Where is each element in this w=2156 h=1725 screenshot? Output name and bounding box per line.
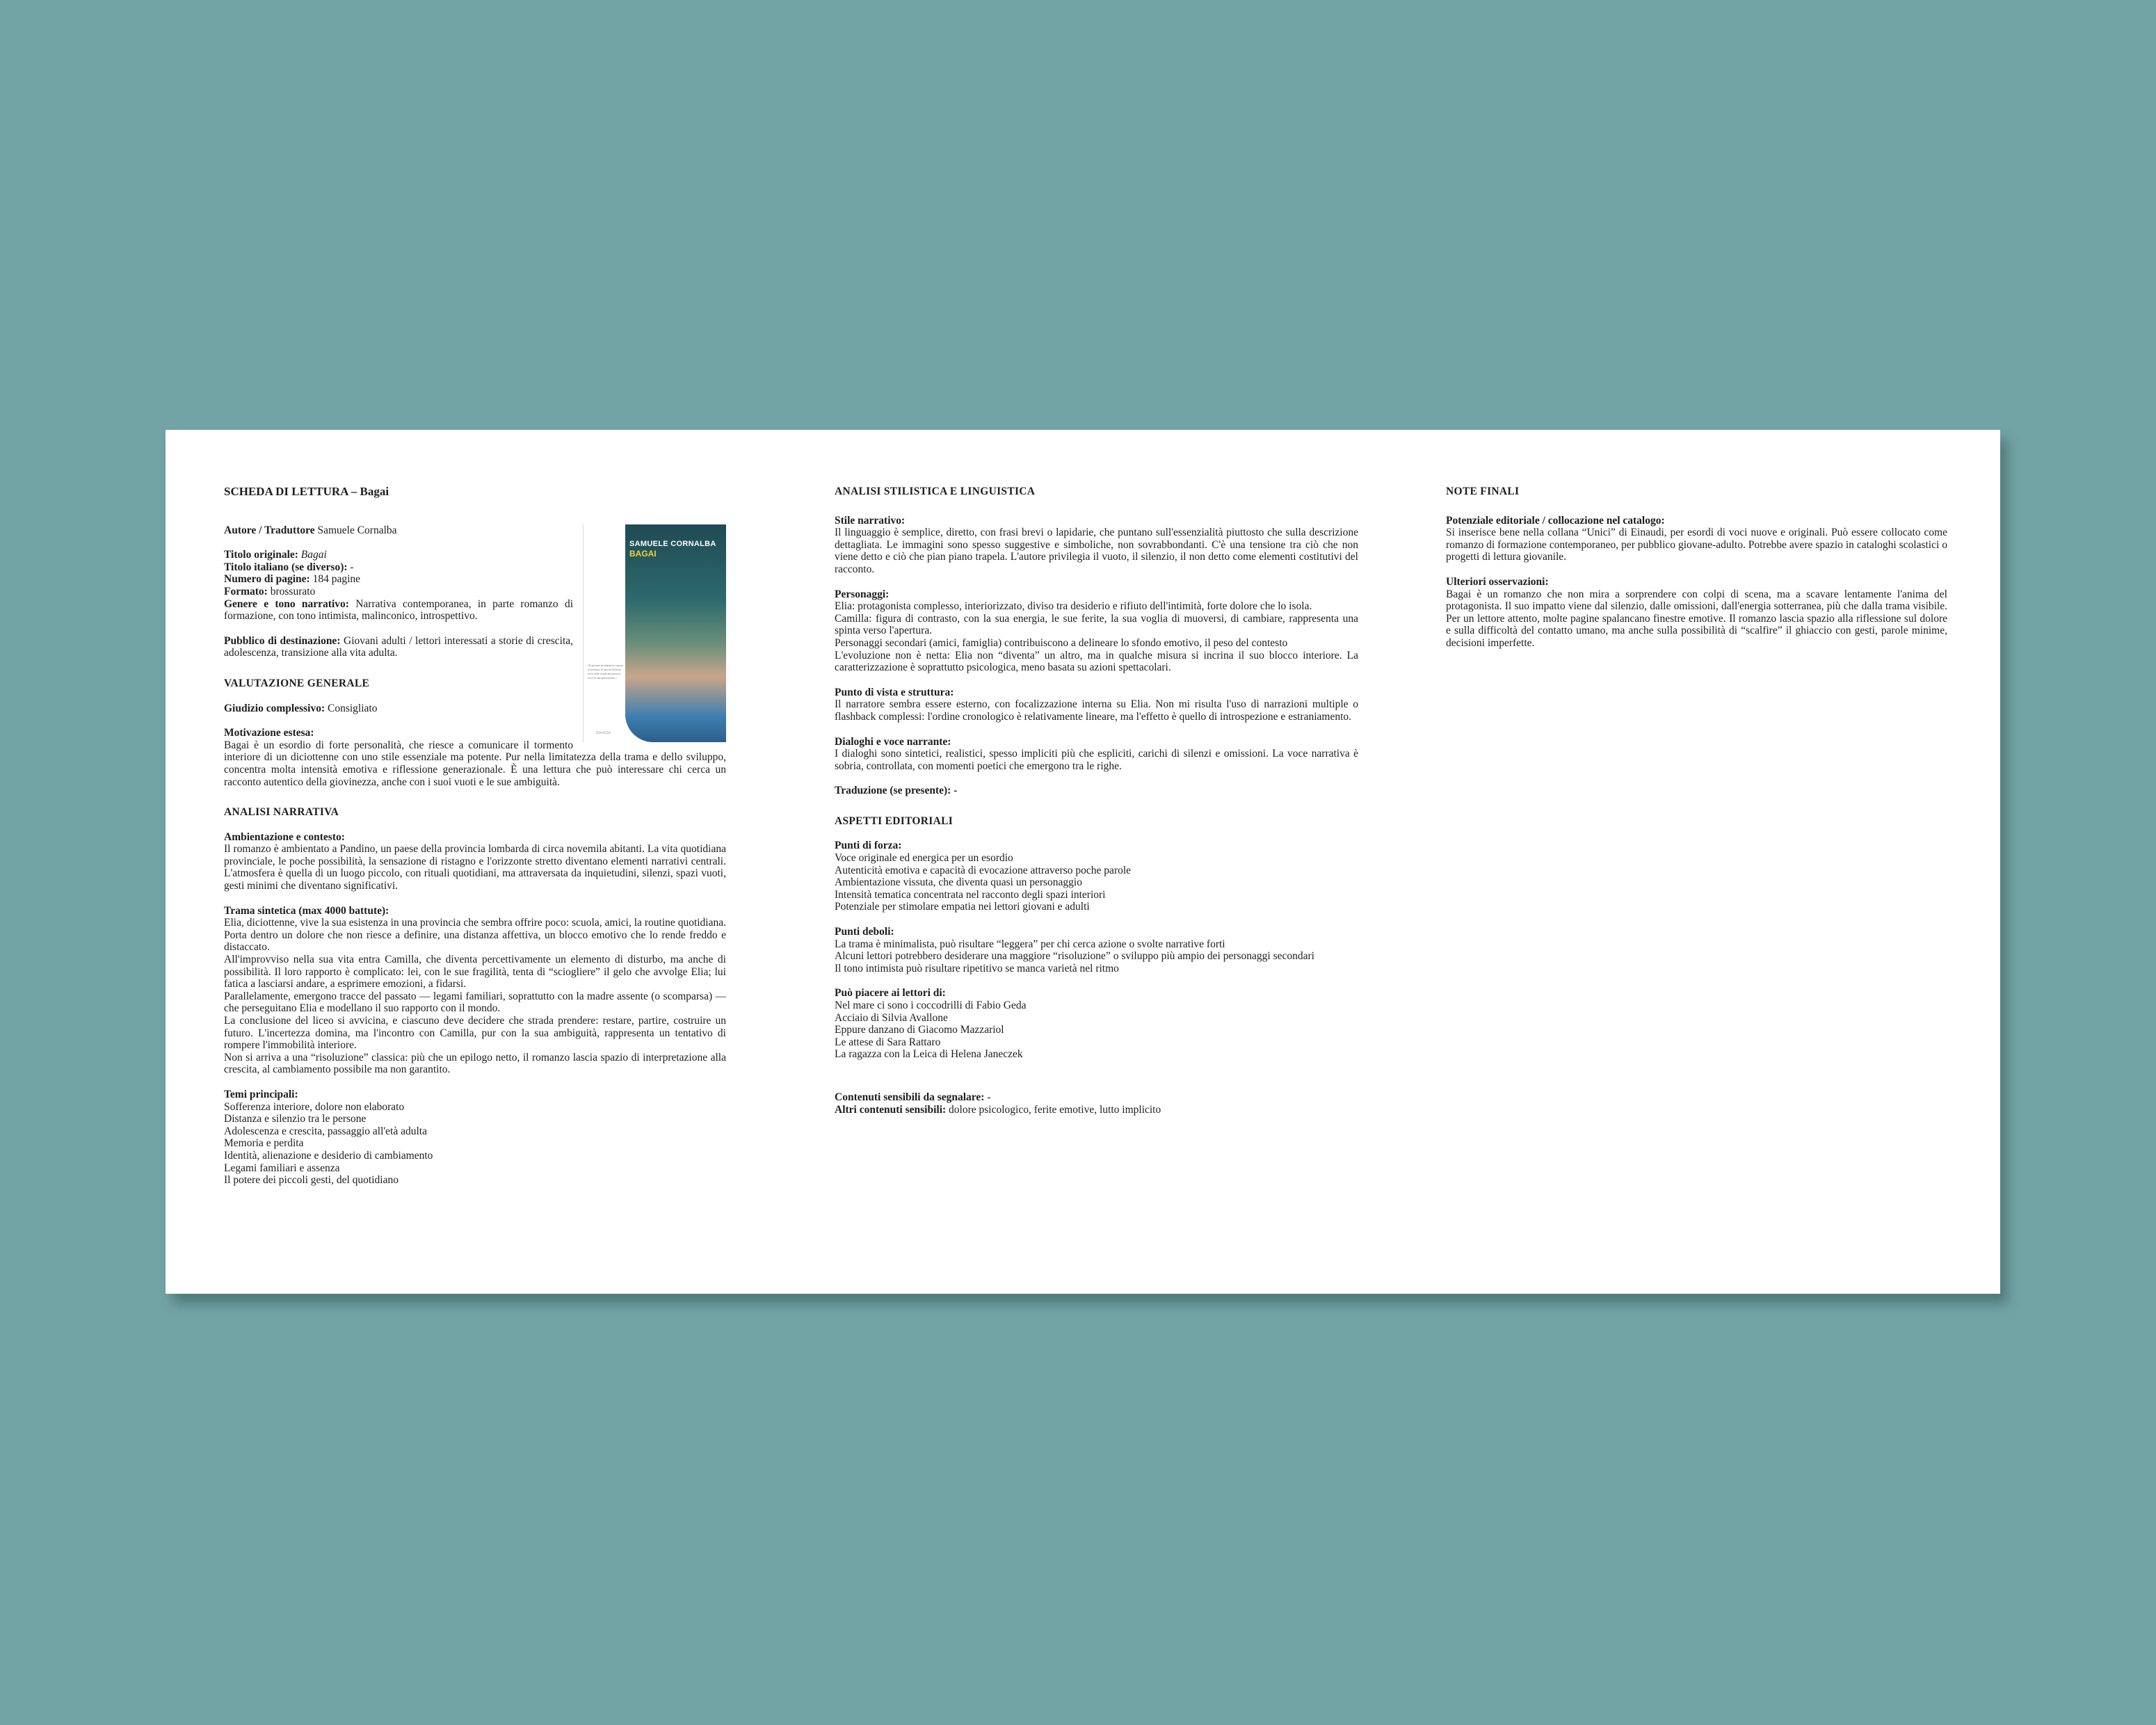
cover-author: SAMUELE CORNALBA	[629, 539, 716, 548]
book-cover	[583, 524, 726, 742]
personaggi-section: Personaggi: Elia: protagonista complesso, interiorizzato, diviso tra desiderio e rifiuto dell'intimità, forte dolore che lo isola. Camilla: figura di contrasto, con la sua energia, le sue ferite, la sua voglia di muoversi, di cambiare, rappresenta una spinta verso l'apertura. Personaggi secondari (amici, famiglia) contribuiscono a delineare lo sfondo emotivo, il peso del contesto L'evoluzione non è netta: Elia non “diventa” un altro, ma in qualche misura si incrina il suo blocco interiore. La caratterizzazione è soprattutto psicologica, meno basata su azioni spettacolari.	[835, 588, 1358, 674]
analisi-stilistica-heading: ANALISI STILISTICA E LINGUISTICA	[835, 486, 1036, 497]
giudizio-field: Giudizio complessivo: Consigliato	[224, 702, 378, 714]
list-item: Le attese di Sara Rattaro	[835, 1036, 941, 1048]
valutazione-heading: VALUTAZIONE GENERALE	[224, 677, 370, 689]
list-item: Nel mare ci sono i coccodrilli di Fabio Geda	[835, 1000, 1027, 1011]
spacer	[835, 1073, 1358, 1091]
punto-di-vista-section: Punto di vista e struttura: Il narratore sembra essere esterno, con focalizzazione interna su Elia. Non mi risulta l'uso di narrazioni multiple o flashback complessi: l'ordine cronologico è relativamente lineare, ma l'effetto è quello di introspezione e estraniamento.	[835, 686, 1358, 723]
motivazione-section: Motivazione estesa: Bagai è un esordio di forte personalità, che riesce a comunicare il tormento interiore di un diciottenne con uno stile essenziale ma potente. Pur nella limitatezza della trama e dello sviluppo, concentra molta intensità emotiva e riflessione generazionale. È una lettura che può interessare chi cerca un racconto autentico della giovinezza, anche con i suoi vuoti e le sue ambiguità.	[224, 727, 726, 788]
document-title: SCHEDA DI LETTURA – Bagai	[224, 485, 389, 498]
list-item: Potenziale per stimolare empatia nei lettori giovani e adulti	[835, 901, 1090, 913]
cover-blurb: «Il giovane protagonista espone il tormento di una età difficile, trova nelle strade del paese la voce di una generazione.»	[588, 663, 623, 680]
ambientazione-section: Ambientazione e contesto: Il romanzo è ambientato a Pandino, un paese della provincia lombarda di circa novemila abitanti. La vita quotidiana provinciale, le poche possibilità, la sensazione di ristagno e l'orizzonte stretto diventano elementi narrativi centrali. L'atmosfera è quella di un luogo piccolo, con rituali quotidiani, ma attraversata da inquietudini, silenzi, spazi vuoti, gesti minimi che diventano significativi.	[224, 831, 726, 892]
punti-deboli-section: Punti deboli: La trama è minimalista, può risultare “leggera” per chi cerca azione o svolte narrative forti Alcuni lettori potrebbero desiderare una maggiore “risoluzione” o sviluppo più ampio dei personaggi secondari Il tono intimista può risultare ripetitivo se manca varietà nel ritmo	[835, 926, 1358, 974]
traduzione-field: Traduzione (se presente): -	[835, 785, 958, 797]
list-item: Autenticità emotiva e capacità di evocazione attraverso poche parole	[835, 864, 1132, 876]
list-item: Alcuni lettori potrebbero desiderare una maggiore “risoluzione” o sviluppo più ampio dei personaggi secondari	[835, 950, 1314, 963]
cover-publisher: EINAUDI	[596, 731, 611, 735]
punti-forza-section: Punti di forza: Voce originale ed energica per un esordio Autenticità emotiva e capacità di evocazione attraverso poche parole Ambientazione vissuta, che diventa quasi un personaggio Intensità tematica concentrata nel racconto degli spazi interiori Potenziale per stimolare empatia nei lettori giovani e adulti	[835, 840, 1358, 913]
list-item: La ragazza con la Leica di Helena Janeczek	[835, 1048, 1023, 1061]
author-field: Autore / Traduttore Samuele Cornalba	[224, 524, 397, 536]
book-details: Titolo originale: Bagai Titolo italiano (se diverso): - Numero di pagine: 184 pagine Formato: brossurato Genere e tono narrativo: Narrativa contemporanea, in parte romanzo di formazione, con tono intimista, malinconico, introspettivo.	[224, 549, 573, 623]
list-item: Adolescenza e crescita, passaggio all'età adulta	[224, 1125, 427, 1137]
piacere-section: Può piacere ai lettori di: Nel mare ci sono i coccodrilli di Fabio Geda Acciaio di Silvia Avallone Eppure danzano di Giacomo Mazzariol Le attese di Sara Rattaro La ragazza con la Leica di Helena Janeczek	[835, 987, 1358, 1061]
list-item: Intensità tematica concentrata nel racconto degli spazi interiori	[835, 888, 1106, 901]
document-sheet	[166, 430, 2000, 1294]
list-item: Legami familiari e assenza	[224, 1162, 340, 1174]
audience-field: Pubblico di destinazione: Giovani adulti / lettori interessati a storie di crescita, adolescenza, transizione alla vita adulta.	[224, 634, 574, 659]
list-item: Voce originale ed energica per un esordio	[835, 852, 1013, 865]
ulteriori-section: Ulteriori osservazioni: Bagai è un romanzo che non mira a sorprendere con colpi di scena, ma a scavare lentamente l'anima del protagonista. Il suo impatto viene dal silenzio, dalle omissioni, dall'energia sotterranea, più che dalla trama visibile. Per un lettore attento, molte pagine spalancano finestre emotive. Il romanzo lascia spazio alla riflessione sul dolore e sulla difficoltà del contatto umano, ma anche sulla possibilità di “scalfire” il ghiaccio con gesti, parole minime, decisioni imperfette.	[1446, 575, 1947, 649]
list-item: La trama è minimalista, può risultare “leggera” per chi cerca azione o svolte narrative forti	[835, 938, 1225, 950]
temi-section: Temi principali: Sofferenza interiore, dolore non elaborato Distanza e silenzio tra le persone Adolescenza e crescita, passaggio all'età adulta Memoria e perdita Identità, alienazione e desiderio di cambiamento Legami familiari e assenza Il potere dei piccoli gesti, del quotidiano	[224, 1089, 726, 1187]
cover-title: BAGAI	[629, 548, 657, 559]
dialoghi-section: Dialoghi e voce narrante: I dialoghi sono sintetici, realistici, spesso impliciti più che espliciti, carichi di silenzi e omissioni. La voce narrativa è sobria, controllata, con momenti poetici che emergono tra le righe.	[835, 735, 1358, 772]
list-item: Memoria e perdita	[224, 1137, 304, 1150]
potenziale-section: Potenziale editoriale / collocazione nel catalogo: Si inserisce bene nella collana “Unici” di Einaudi, per esordi di voci nuove e originali. Può essere collocato come romanzo di formazione contemporaneo, per pubblico giovane-adulto. Potrebbe avere spazio in cataloghi scolastici o progetti di lettura giovanile.	[1446, 514, 1947, 563]
list-item: Identità, alienazione e desiderio di cambiamento	[224, 1149, 433, 1162]
contenuti-sensibili-section: Contenuti sensibili da segnalare: - Altri contenuti sensibili: dolore psicologico, ferite emotive, lutto implicito	[835, 1091, 1161, 1116]
aspetti-editoriali-heading: ASPETTI EDITORIALI	[835, 815, 954, 827]
list-item: Distanza e silenzio tra le persone	[224, 1113, 367, 1125]
list-item: Sofferenza interiore, dolore non elaborato	[224, 1100, 405, 1113]
list-item: Il tono intimista può risultare ripetitivo se manca varietà nel ritmo	[835, 962, 1119, 974]
column-middle	[835, 486, 1358, 1128]
note-finali-heading: NOTE FINALI	[1446, 486, 1520, 497]
trama-section: Trama sintetica (max 4000 battute): Elia, diciottenne, vive la sua esistenza in una provincia che sembra offrire poco: scuola, amici, la routine quotidiana. Porta dentro un dolore che non riesce a definire, una distanza affettiva, un blocco emotivo che lo rende freddo e distaccato. All'improvviso nella sua vita entra Camilla, che diventa percettivamente un elemento di disturbo, ma anche di possibilità. Il loro rapporto è complicato: lei, con le sue fragilità, tenta di “sciogliere” il gelo che avvolge Elia; lui fatica a lasciarsi andare, a esprimere emozioni, a fidarsi. Parallelamente, emergono tracce del passato — legami familiari, soprattutto con la madre assente (o scomparsa) — che perseguitano Elia e modellano il suo rapporto con il mondo. La conclusione del liceo si avvicina, e ciascuno deve decidere che strada prendere: restare, partire, costruire un futuro. L'incertezza domina, ma l'incontro con Camilla, pur con la sua ambiguità, rappresenta un tentativo di rompere l'immobilità interiore. Non si arriva a una “risoluzione” classica: più che un epilogo netto, il romanzo lascia spazio di interpretazione alla crescita, al cambiamento possibile ma non garantito.	[224, 904, 726, 1076]
list-item: Ambientazione vissuta, che diventa quasi un personaggio	[835, 876, 1082, 889]
column-right	[1446, 486, 1947, 662]
list-item: Eppure danzano di Giacomo Mazzariol	[835, 1024, 1004, 1036]
stile-section: Stile narrativo: Il linguaggio è semplice, diretto, con frasi brevi o lapidarie, che puntano sull'essenzialità piuttosto che sulla descrizione dettagliata. Le immagini sono spesso suggestive e simboliche, non sovrabbondanti. C'è una tensione tra ciò che non viene detto e ciò che pian piano trapela. L'autore privilegia il vuoto, il silenzio, il non detto come elementi costitutivi del racconto.	[835, 514, 1358, 575]
analisi-narrativa-heading: ANALISI NARRATIVA	[224, 806, 339, 819]
list-item: Il potere dei piccoli gesti, del quotidiano	[224, 1174, 399, 1187]
list-item: Acciaio di Silvia Avallone	[835, 1011, 948, 1024]
column-left	[224, 486, 726, 1199]
